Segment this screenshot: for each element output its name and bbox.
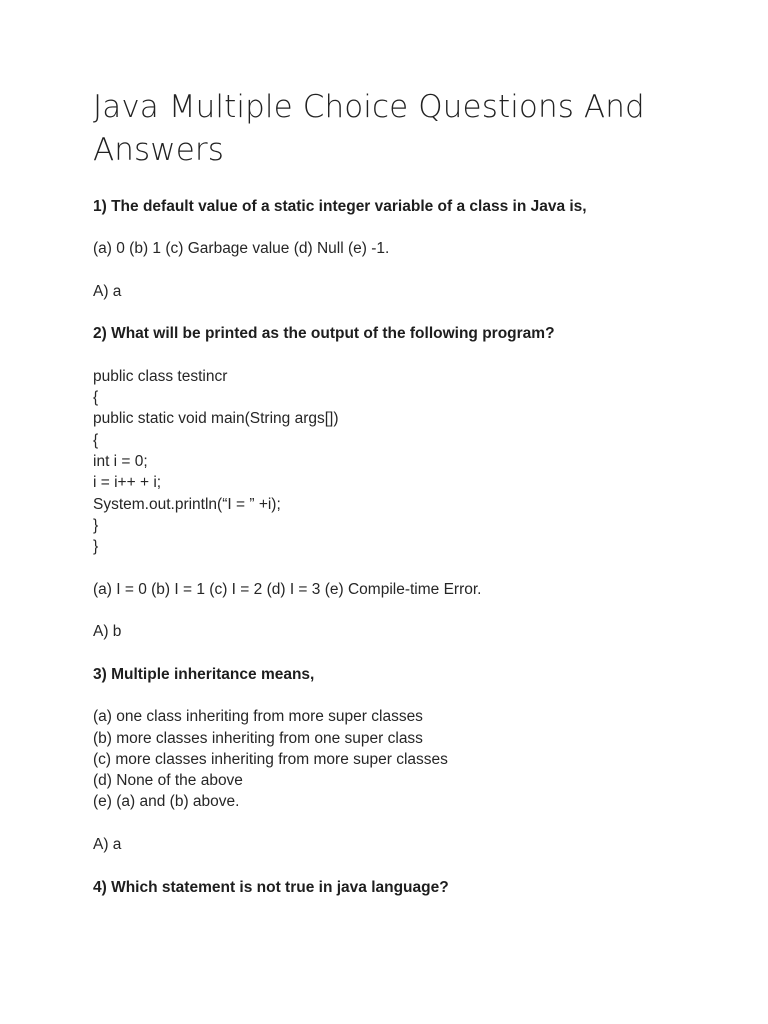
option-item: (c) more classes inheriting from more super classes (93, 750, 448, 768)
question-3-options (93, 706, 713, 812)
question-1-options: (a) 0 (b) 1 (c) Garbage value (d) Null (e) -1. (93, 240, 390, 258)
code-line: { (93, 389, 99, 407)
question-2: 2) What will be printed as the output of the following program? (93, 325, 555, 343)
code-line: public class testincr (93, 367, 228, 385)
code-line: i = i++ + i; (93, 474, 162, 492)
code-line: } (93, 538, 99, 556)
question-2-answer: A) b (93, 623, 122, 641)
question-1-answer: A) a (93, 282, 122, 300)
code-line: } (93, 516, 99, 534)
question-3: 3) Multiple inheritance means, (93, 665, 315, 683)
page-title: Java Multiple Choice Questions And Answers (93, 89, 645, 168)
document-page (93, 86, 713, 898)
code-line: public static void main(String args[]) (93, 410, 339, 428)
option-item: (a) one class inheriting from more super classes (93, 708, 423, 726)
question-4: 4) Which statement is not true in java language? (93, 878, 449, 896)
code-line: int i = 0; (93, 452, 148, 470)
option-item: (b) more classes inheriting from one super class (93, 729, 423, 747)
question-2-options: (a) I = 0 (b) I = 1 (c) I = 2 (d) I = 3 (e) Compile-time Error. (93, 580, 482, 598)
code-line: System.out.println(“I = ” +i); (93, 495, 281, 513)
question-1: 1) The default value of a static integer variable of a class in Java is, (93, 198, 587, 215)
question-3-answer: A) a (93, 836, 122, 854)
code-block (93, 366, 713, 558)
code-line: { (93, 431, 99, 449)
option-item: (e) (a) and (b) above. (93, 793, 240, 811)
option-item: (d) None of the above (93, 772, 243, 790)
